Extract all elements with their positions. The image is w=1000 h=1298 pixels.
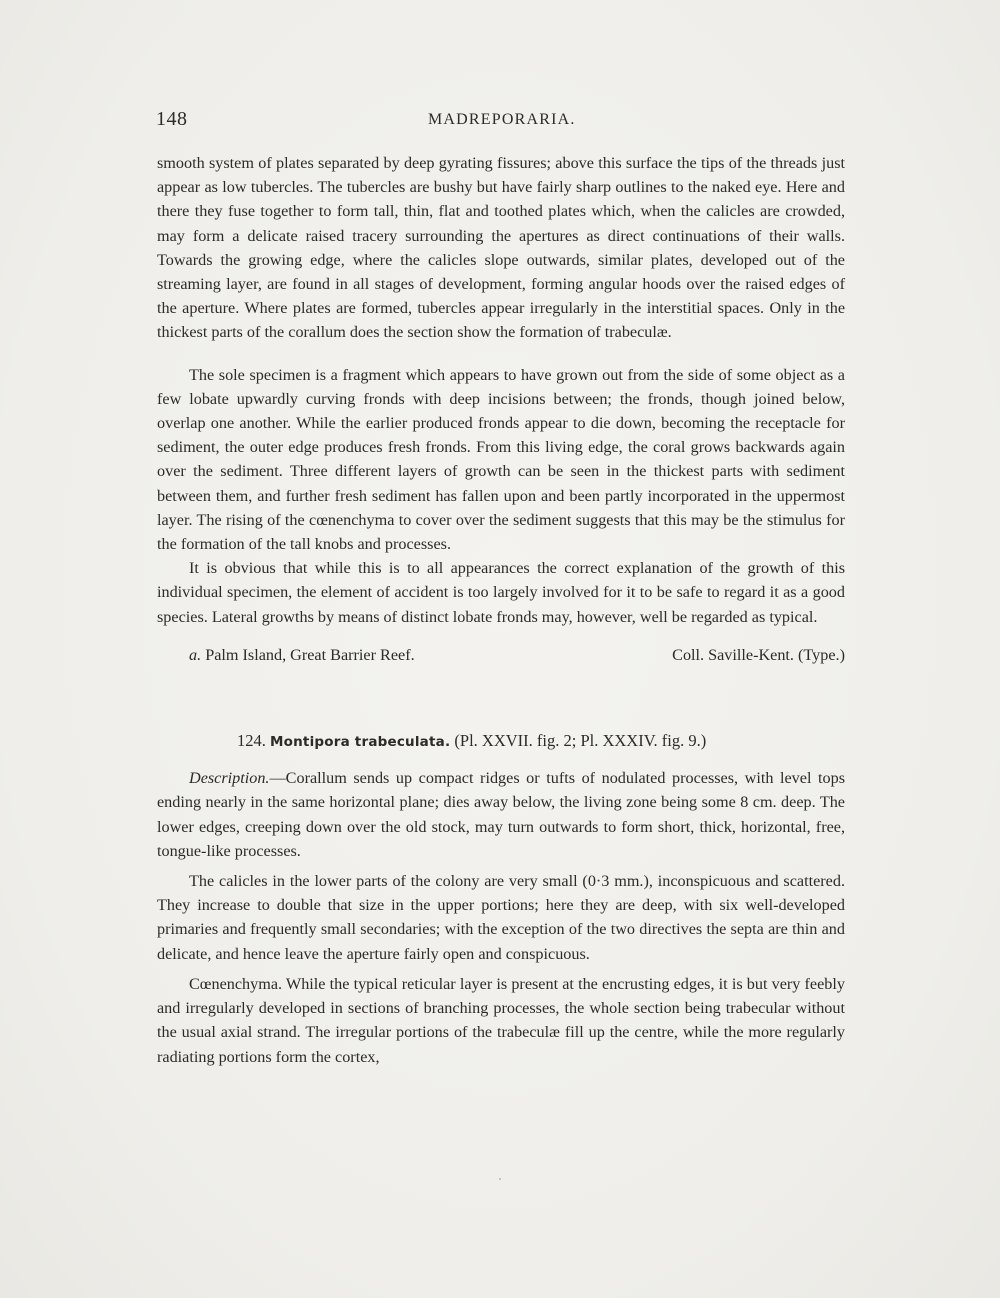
paragraph-specimen-growth: The sole specimen is a fragment which appears to have grown out from the side of some object as a few lobate upwardly curving fronds with deep incisions between; the fronds, though joined below, overlap one another. While the earlier produced fronds appear to die down, becoming the receptacle for sediment, the outer edge produces fresh fronds. From this living edge, the coral grows backwards again over the sediment. Three different layers of growth can be seen in the thickest parts with sediment between them, and further fresh sediment has fallen upon and been partly incorporated in the uppermost layer. The rising of the cœnenchyma to cover over the sediment suggests that this may be the stimulus for the formation of the tall knobs and processes.	[157, 365, 845, 554]
paper-speck	[499, 1178, 501, 1180]
description-label: Description.	[189, 769, 270, 788]
section-number: 124.	[237, 731, 266, 751]
collection-note: Coll. Saville-Kent. (Type.)	[672, 645, 845, 664]
paragraph-description	[157, 766, 845, 863]
paragraph-plates-tubercles: smooth system of plates separated by deep gyrating fissures; above this surface the tips of the threads just appear as low tubercles. The tubercles are bushy but have fairly sharp outlines to the naked eye. Here and there they fuse together to form tall, thin, flat and toothed plates which, when the calicles are crowded, may form a delicate raised tracery surrounding the apertures as direct continuations of their walls. Towards the growing edge, where the calicles slope outwards, similar plates, developed out of the streaming layer, are found in all stages of development, forming angular hoods over the raised edges of the aperture. Where plates are formed, tubercles appear irregularly in the interstitial spaces. Only in the thickest parts of the corallum does the section show the formation of trabeculæ.	[157, 154, 845, 342]
paragraph-species-validity: It is obvious that while this is to all appearances the correct explanation of the growth of this individual specimen, the element of accident is too largely involved for it to be safe to regard it as a good species. Lateral growths by means of distinct lobate fronds may, however, well be regarded as typical.	[157, 559, 845, 626]
locality-place	[189, 643, 415, 667]
locality-name: Palm Island, Great Barrier Reef.	[205, 645, 415, 664]
description-text: —Corallum sends up compact ridges or tufts of nodulated processes, with level tops ending nearly in the same horizontal plane; dies away below, the living zone being some 8 cm. deep. The lower edges, creeping down over the old stock, may turn outwards to form short, thick, horizontal, free, tongue-like processes.	[157, 769, 845, 860]
page-number: 148	[156, 108, 188, 130]
page-header	[156, 108, 846, 134]
locality-letter: a.	[189, 645, 202, 664]
section-heading	[157, 729, 845, 754]
species-name: Montipora trabeculata.	[270, 734, 451, 751]
page-body	[157, 151, 845, 1069]
running-head: MADREPORARIA.	[428, 111, 576, 128]
plate-references: (Pl. XXVII. fig. 2; Pl. XXXIV. fig. 9.)	[454, 731, 707, 751]
paragraph-calicles: The calicles in the lower parts of the colony are very small (0·3 mm.), inconspicuous and scattered. They increase to double that size in the upper portions; here they are deep, with six well-developed primaries and frequently small secondaries; with the exception of the two directives the septa are thin and delicate, and hence leave the aperture fairly open and conspicuous.	[157, 872, 845, 963]
locality-record	[157, 643, 845, 667]
paragraph-coenenchyma: Cœnenchyma. While the typical reticular layer is present at the encrusting edges, it is but very feebly and irregularly developed in sections of branching processes, the whole section being trabecular without the usual axial strand. The irregular portions of the trabeculæ fill up the centre, while the more regularly radiating portions form the cortex,	[157, 974, 845, 1066]
